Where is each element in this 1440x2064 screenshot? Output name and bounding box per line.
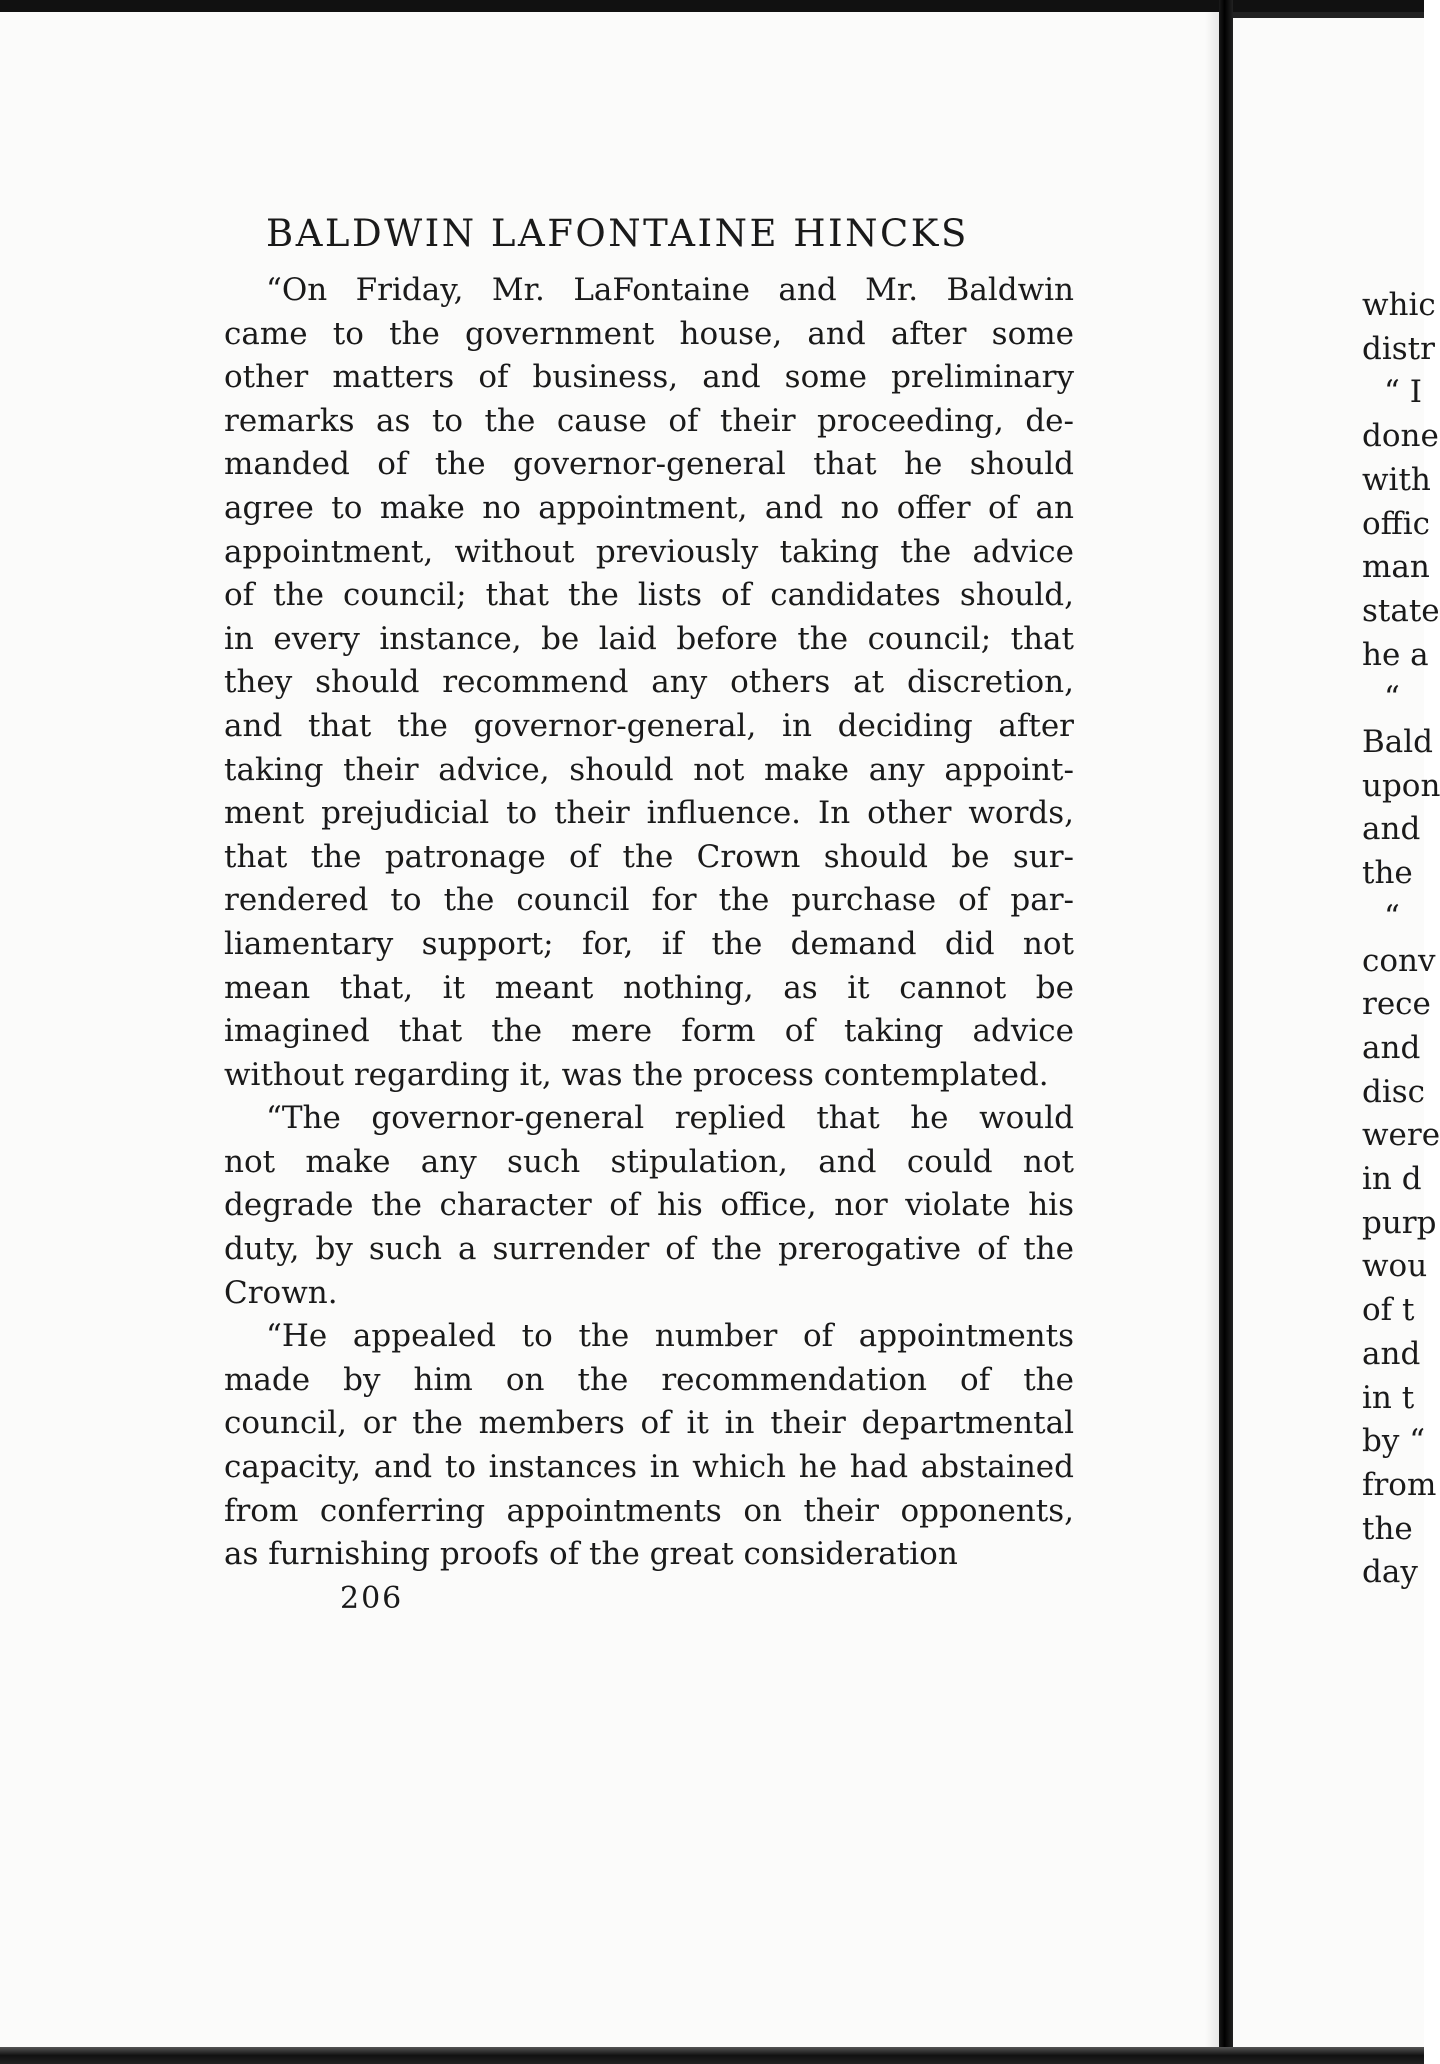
- text-line: they should recommend any others at discretion,: [224, 664, 1074, 701]
- text-line: Crown.: [224, 1274, 338, 1311]
- left-page: [224, 212, 1074, 1616]
- cropped-text-line: and: [1362, 1029, 1421, 1066]
- text-line: manded of the governor-general that he should: [224, 446, 1074, 483]
- cropped-text-line: distr: [1362, 330, 1435, 367]
- bottom-scan-border: [0, 2047, 1440, 2064]
- cropped-text-line: offic: [1362, 505, 1430, 542]
- cropped-text-line: state: [1362, 592, 1440, 629]
- cropped-text-line: in d: [1362, 1161, 1422, 1198]
- page-number: 206: [340, 1580, 404, 1616]
- cropped-text-line: the: [1362, 855, 1413, 892]
- cropped-text-line: whic: [1362, 287, 1436, 323]
- cropped-text-line: conv: [1362, 942, 1436, 979]
- paragraph: [224, 1097, 1074, 1315]
- text-line: “He appealed to the number of appointments: [266, 1318, 1074, 1355]
- text-line: remarks as to the cause of their proceeding, de-: [224, 402, 1074, 439]
- text-line: taking their advice, should not make any appoint-: [224, 751, 1074, 788]
- text-line: mean that, it meant nothing, as it cannot be: [224, 969, 1074, 1006]
- cropped-text-line: were: [1362, 1117, 1440, 1154]
- text-line: in every instance, be laid before the council; that: [224, 620, 1074, 657]
- text-line: rendered to the council for the purchase of par-: [224, 882, 1074, 919]
- cropped-text-line: and: [1362, 1335, 1421, 1372]
- text-line: “The governor-general replied that he would: [266, 1100, 1074, 1137]
- text-line: imagined that the mere form of taking advice: [224, 1013, 1074, 1050]
- paragraph: [224, 1315, 1074, 1577]
- text-line: degrade the character of his office, nor violate his: [224, 1187, 1074, 1224]
- cropped-text-line: wou: [1362, 1248, 1428, 1285]
- cropped-text-line: in t: [1362, 1379, 1415, 1416]
- cropped-text-line: by “: [1362, 1423, 1426, 1460]
- text-line: from conferring appointments on their opponents,: [224, 1492, 1074, 1529]
- cropped-text-line: “: [1384, 898, 1400, 935]
- text-line: and that the governor-general, in deciding after: [224, 707, 1074, 744]
- running-head: BALDWIN LAFONTAINE HINCKS: [266, 212, 969, 255]
- cropped-text-line: man: [1362, 549, 1430, 586]
- right-page-top-border: [1230, 12, 1440, 18]
- right-page-fragment: [1362, 284, 1440, 1595]
- text-line: council, or the members of it in their departmental: [224, 1405, 1074, 1442]
- text-line: not make any such stipulation, and could not: [224, 1143, 1074, 1180]
- text-line: liamentary support; for, if the demand did not: [224, 925, 1074, 962]
- cropped-text-line: upon: [1362, 767, 1440, 804]
- cropped-text-line: disc: [1362, 1073, 1426, 1110]
- cropped-text-line: day: [1362, 1554, 1418, 1591]
- paragraph: [224, 269, 1074, 1097]
- text-line: appointment, without previously taking the advice: [224, 533, 1074, 570]
- text-line: agree to make no appointment, and no offer of an: [224, 489, 1074, 526]
- text-line: that the patronage of the Crown should be sur-: [224, 838, 1074, 875]
- gutter-shadow: [1205, 0, 1219, 2064]
- cropped-text-line: from: [1362, 1466, 1437, 1503]
- cropped-text-line: the: [1362, 1510, 1413, 1547]
- text-line: ment prejudicial to their influence. In other words,: [224, 795, 1074, 832]
- text-line: made by him on the recommendation of the: [224, 1361, 1074, 1398]
- cropped-text-line: “ I: [1384, 374, 1422, 411]
- book-gutter: [1219, 0, 1233, 2064]
- text-line: without regarding it, was the process contemplated.: [224, 1056, 1049, 1093]
- text-line: “On Friday, Mr. LaFontaine and Mr. Baldwin: [266, 272, 1074, 308]
- body-text: [224, 269, 1074, 1577]
- cropped-text-line: and: [1362, 811, 1421, 848]
- text-line: as furnishing proofs of the great consideration: [224, 1536, 958, 1573]
- text-line: came to the government house, and after some: [224, 315, 1074, 352]
- cropped-text-line: purp: [1362, 1204, 1437, 1241]
- text-line: other matters of business, and some preliminary: [224, 359, 1074, 396]
- cropped-text-line: rece: [1362, 986, 1431, 1023]
- cropped-text-line: with: [1362, 461, 1431, 498]
- cropped-text-line: “: [1384, 680, 1400, 717]
- cropped-text-line: done: [1362, 418, 1439, 455]
- text-line: duty, by such a surrender of the prerogative of the: [224, 1231, 1074, 1268]
- text-line: of the council; that the lists of candidates should,: [224, 577, 1074, 614]
- text-line: capacity, and to instances in which he had abstained: [224, 1449, 1074, 1486]
- cropped-text-line: of t: [1362, 1292, 1415, 1329]
- cropped-text-line: he a: [1362, 636, 1429, 673]
- cropped-text-line: Bald: [1362, 724, 1434, 761]
